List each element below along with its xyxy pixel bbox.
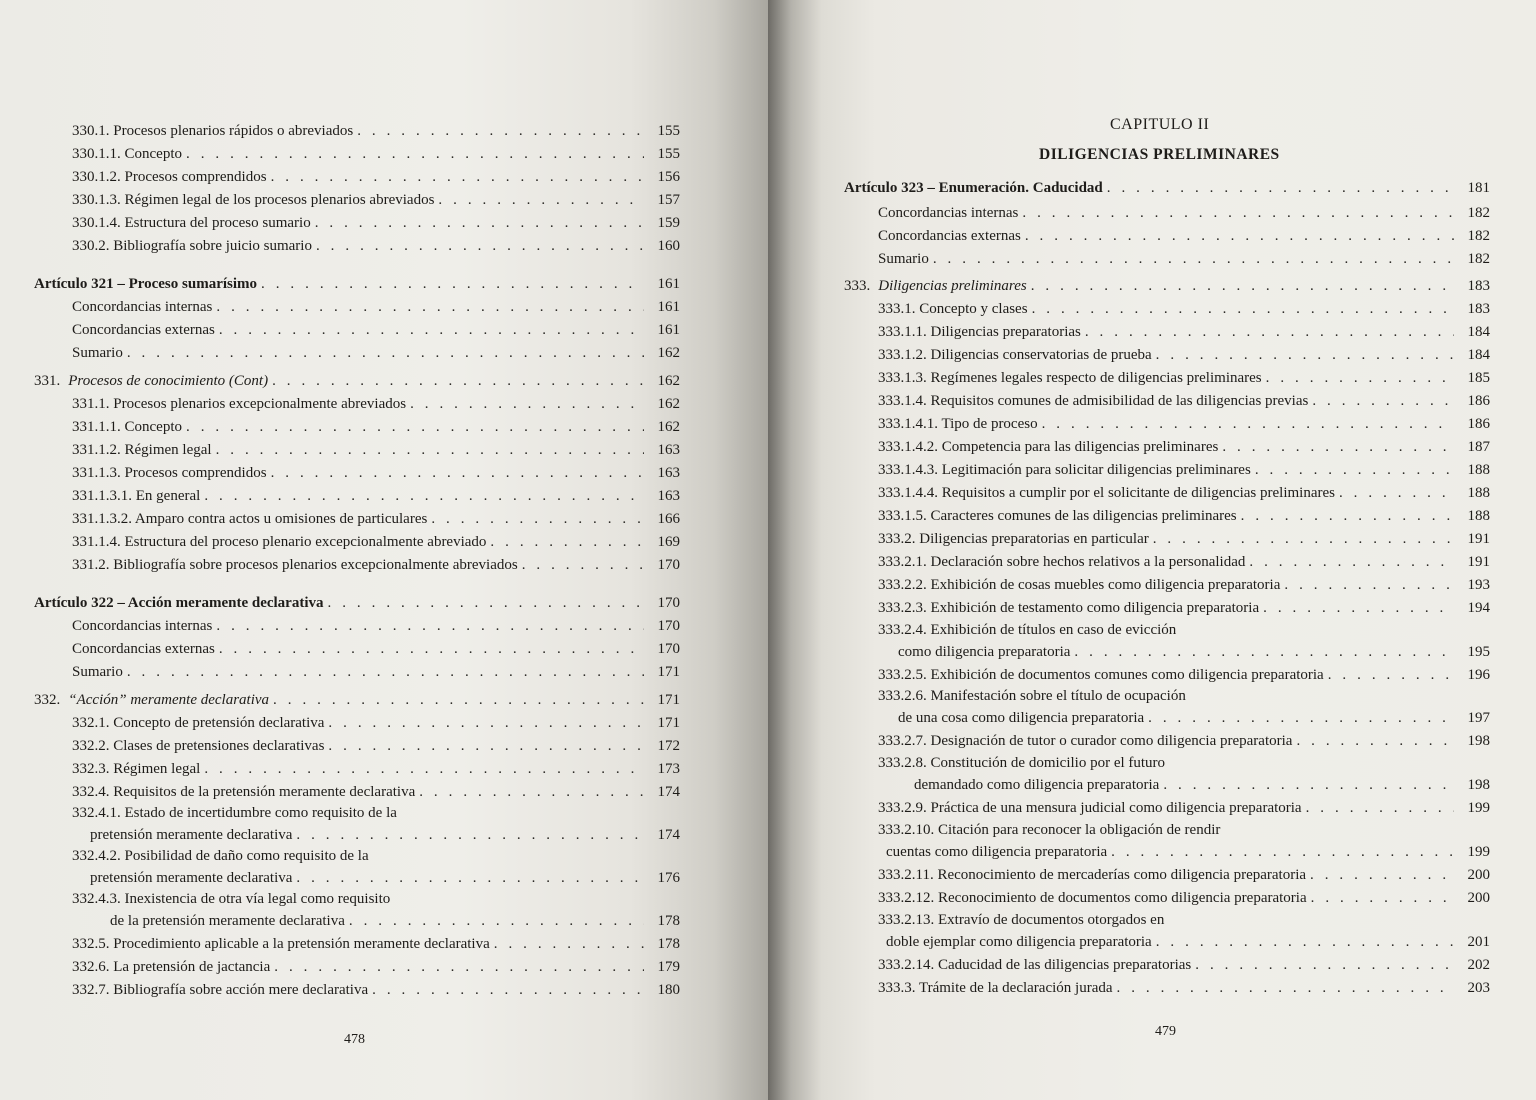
toc-page-number: 197 bbox=[1467, 710, 1490, 726]
toc-page-number: 155 bbox=[657, 123, 680, 139]
toc-entry-line1: 332.4.1. Estado de incertidumbre como requisito de la bbox=[72, 805, 397, 821]
toc-page-number: 198 bbox=[1467, 777, 1490, 793]
toc-entry-title: Sumario bbox=[878, 251, 929, 267]
toc-entry bbox=[72, 121, 680, 141]
toc-entry bbox=[72, 297, 680, 317]
toc-page-number: 184 bbox=[1467, 324, 1490, 340]
dot-leader bbox=[273, 690, 644, 710]
toc-entry bbox=[878, 322, 1490, 342]
toc-page-number: 199 bbox=[1467, 844, 1490, 860]
toc-entry bbox=[878, 731, 1490, 751]
dot-leader bbox=[204, 486, 644, 506]
toc-entry-title: 330.1.4. Estructura del proceso sumario bbox=[72, 215, 311, 231]
toc-entry bbox=[878, 226, 1490, 246]
toc-section-entry bbox=[34, 274, 680, 294]
dot-leader bbox=[1296, 731, 1454, 751]
toc-entry bbox=[72, 957, 680, 977]
toc-entry bbox=[72, 343, 680, 363]
toc-entry bbox=[34, 371, 680, 391]
toc-entry bbox=[72, 555, 680, 575]
toc-entry-title: Concordancias internas bbox=[72, 618, 213, 634]
toc-page-number: 183 bbox=[1467, 278, 1490, 294]
toc-entry-title: 332.4. Requisitos de la pretensión meramente declarativa bbox=[72, 784, 416, 800]
toc-page-number: 156 bbox=[657, 169, 680, 185]
toc-page-number: 162 bbox=[657, 373, 680, 389]
toc-entry-title: 331.1.3. Procesos comprendidos bbox=[72, 465, 267, 481]
dot-leader bbox=[1107, 178, 1454, 198]
dot-leader bbox=[410, 394, 644, 414]
dot-leader bbox=[315, 213, 644, 233]
toc-page-number: 188 bbox=[1467, 485, 1490, 501]
toc-entry-title: 333.1.3. Regímenes legales respecto de diligencias preliminares bbox=[878, 370, 1262, 386]
toc-page-number: 184 bbox=[1467, 347, 1490, 363]
toc-page-number: 174 bbox=[657, 784, 680, 800]
toc-page-number: 159 bbox=[657, 215, 680, 231]
toc-entry bbox=[72, 394, 680, 414]
toc-page-number: 155 bbox=[657, 146, 680, 162]
dot-leader bbox=[1025, 226, 1454, 246]
toc-entry-title: 333.1.4. Requisitos comunes de admisibilidad de las diligencias previas bbox=[878, 393, 1309, 409]
right-page bbox=[768, 0, 1536, 1100]
toc-entry bbox=[90, 868, 680, 888]
dot-leader bbox=[1328, 665, 1454, 685]
dot-leader bbox=[219, 320, 644, 340]
dot-leader bbox=[127, 343, 644, 363]
toc-entry bbox=[878, 575, 1490, 595]
dot-leader bbox=[494, 934, 644, 954]
page-number: 478 bbox=[344, 1032, 365, 1047]
toc-entry-title: Concordancias externas bbox=[72, 322, 215, 338]
toc-page-number: 181 bbox=[1467, 180, 1490, 196]
toc-entry bbox=[878, 552, 1490, 572]
toc-entry bbox=[898, 642, 1490, 662]
toc-page-number: 194 bbox=[1467, 600, 1490, 616]
toc-entry bbox=[914, 775, 1490, 795]
toc-entry-title: Concordancias externas bbox=[878, 228, 1021, 244]
toc-page-number: 162 bbox=[657, 345, 680, 361]
toc-entry-number: 332. bbox=[34, 692, 61, 708]
toc-entry bbox=[72, 320, 680, 340]
toc-page-number: 188 bbox=[1467, 508, 1490, 524]
toc-page-number: 199 bbox=[1467, 800, 1490, 816]
toc-entry-title: Concordancias internas bbox=[878, 205, 1019, 221]
toc-page-number: 198 bbox=[1467, 733, 1490, 749]
toc-entry-title: 333.2.14. Caducidad de las diligencias preparatorias bbox=[878, 957, 1192, 973]
dot-leader bbox=[204, 759, 644, 779]
toc-entry-title: demandado como diligencia preparatoria bbox=[914, 777, 1160, 793]
toc-entry-line1: 332.4.2. Posibilidad de daño como requisito de la bbox=[72, 848, 369, 864]
toc-entry-title: 332.3. Régimen legal bbox=[72, 761, 201, 777]
toc-entry-title: 331.1.4. Estructura del proceso plenario excepcionalmente abreviado bbox=[72, 534, 487, 550]
toc-entry-title: 330.1.2. Procesos comprendidos bbox=[72, 169, 267, 185]
toc-entry-title: 333.2.1. Declaración sobre hechos relativos a la personalidad bbox=[878, 554, 1246, 570]
dot-leader bbox=[219, 639, 644, 659]
toc-page-number: 178 bbox=[657, 913, 680, 929]
dot-leader bbox=[328, 593, 644, 613]
toc-entry bbox=[72, 167, 680, 187]
dot-leader bbox=[1312, 391, 1454, 411]
toc-entry bbox=[878, 460, 1490, 480]
toc-page-number: 182 bbox=[1467, 251, 1490, 267]
toc-entry-title: 333.1.1. Diligencias preparatorias bbox=[878, 324, 1081, 340]
toc-page-number: 196 bbox=[1467, 667, 1490, 683]
toc-entry bbox=[34, 690, 680, 710]
toc-entry-number: 331. bbox=[34, 373, 61, 389]
dot-leader bbox=[419, 782, 644, 802]
dot-leader bbox=[1222, 437, 1454, 457]
dot-leader bbox=[933, 249, 1454, 269]
toc-entry-line1: 333.2.13. Extravío de documentos otorgados en bbox=[878, 912, 1165, 928]
toc-entry-line1: 333.2.8. Constitución de domicilio por el futuro bbox=[878, 755, 1166, 771]
toc-entry-title: 333.1.4.1. Tipo de proceso bbox=[878, 416, 1038, 432]
toc-entry bbox=[72, 144, 680, 164]
toc-entry bbox=[72, 639, 680, 659]
toc-entry-title: Artículo 321 – Proceso sumarísimo bbox=[34, 276, 258, 292]
toc-entry bbox=[878, 203, 1490, 223]
dot-leader bbox=[296, 825, 644, 845]
dot-leader bbox=[1310, 865, 1454, 885]
toc-page-number: 170 bbox=[657, 595, 680, 611]
toc-entry-line1: 333.2.4. Exhibición de títulos en caso de evicción bbox=[878, 622, 1177, 638]
toc-page-number: 201 bbox=[1467, 934, 1490, 950]
toc-page-number: 160 bbox=[657, 238, 680, 254]
toc-page-number: 186 bbox=[1467, 393, 1490, 409]
toc-page-number: 166 bbox=[657, 511, 680, 527]
toc-page-number: 195 bbox=[1467, 644, 1490, 660]
toc-entry bbox=[878, 345, 1490, 365]
dot-leader bbox=[438, 190, 644, 210]
toc-entry bbox=[72, 486, 680, 506]
toc-page-number: 161 bbox=[657, 322, 680, 338]
toc-entry-title: doble ejemplar como diligencia preparatoria bbox=[886, 934, 1152, 950]
dot-leader bbox=[1022, 203, 1454, 223]
toc-page-number: 161 bbox=[657, 299, 680, 315]
toc-entry bbox=[886, 842, 1490, 862]
dot-leader bbox=[127, 662, 644, 682]
toc-entry bbox=[844, 276, 1490, 296]
toc-entry bbox=[110, 911, 680, 931]
toc-entry bbox=[878, 391, 1490, 411]
toc-entry-title: 332.2. Clases de pretensiones declarativas bbox=[72, 738, 325, 754]
toc-page-number: 178 bbox=[657, 936, 680, 952]
dot-leader bbox=[274, 957, 644, 977]
toc-page-number: 188 bbox=[1467, 462, 1490, 478]
dot-leader bbox=[1241, 506, 1454, 526]
toc-entry bbox=[72, 213, 680, 233]
dot-leader bbox=[372, 980, 644, 1000]
toc-page-number: 186 bbox=[1467, 416, 1490, 432]
toc-entry-title: 333.2.3. Exhibición de testamento como diligencia preparatoria bbox=[878, 600, 1260, 616]
dot-leader bbox=[1249, 552, 1454, 572]
toc-section-entry bbox=[844, 178, 1490, 198]
toc-entry bbox=[72, 236, 680, 256]
toc-page-number: 191 bbox=[1467, 554, 1490, 570]
dot-leader bbox=[272, 371, 644, 391]
toc-page-number: 171 bbox=[657, 692, 680, 708]
toc-entry-title: 331.1. Procesos plenarios excepcionalmente abreviados bbox=[72, 396, 407, 412]
chapter-heading: CAPITULO II bbox=[1110, 116, 1210, 133]
toc-entry bbox=[878, 665, 1490, 685]
toc-entry-title: 333.1.4.3. Legitimación para solicitar diligencias preliminares bbox=[878, 462, 1251, 478]
toc-entry-title: 333.1.5. Caracteres comunes de las diligencias preliminares bbox=[878, 508, 1237, 524]
toc-entry-title: pretensión meramente declarativa bbox=[90, 827, 293, 843]
toc-entry-title: 333.2. Diligencias preparatorias en particular bbox=[878, 531, 1149, 547]
dot-leader bbox=[1156, 345, 1454, 365]
toc-entry-title: 330.1.3. Régimen legal de los procesos plenarios abreviados bbox=[72, 192, 435, 208]
toc-entry bbox=[878, 529, 1490, 549]
dot-leader bbox=[431, 509, 644, 529]
toc-page-number: 183 bbox=[1467, 301, 1490, 317]
toc-page-number: 202 bbox=[1467, 957, 1490, 973]
toc-entry bbox=[72, 417, 680, 437]
dot-leader bbox=[186, 144, 644, 164]
toc-entry bbox=[878, 299, 1490, 319]
toc-entry bbox=[878, 978, 1490, 998]
toc-entry bbox=[878, 798, 1490, 818]
toc-page-number: 185 bbox=[1467, 370, 1490, 386]
toc-page-number: 162 bbox=[657, 396, 680, 412]
toc-page-number: 191 bbox=[1467, 531, 1490, 547]
toc-page-number: 193 bbox=[1467, 577, 1490, 593]
dot-leader bbox=[328, 736, 644, 756]
dot-leader bbox=[216, 297, 644, 317]
dot-leader bbox=[1148, 708, 1454, 728]
toc-entry-title: 333.2.9. Práctica de una mensura judicial como diligencia preparatoria bbox=[878, 800, 1302, 816]
toc-page-number: 203 bbox=[1467, 980, 1490, 996]
dot-leader bbox=[1339, 483, 1454, 503]
dot-leader bbox=[1311, 888, 1454, 908]
toc-entry bbox=[878, 249, 1490, 269]
chapter-title: DILIGENCIAS PRELIMINARES bbox=[1039, 146, 1280, 163]
toc-entry-title: “Acción” meramente declarativa bbox=[68, 692, 270, 708]
toc-page-number: 200 bbox=[1467, 890, 1490, 906]
toc-entry-title: Concordancias internas bbox=[72, 299, 213, 315]
toc-entry-title: de la pretensión meramente declarativa bbox=[110, 913, 345, 929]
toc-page-number: 173 bbox=[657, 761, 680, 777]
toc-page-number: 171 bbox=[657, 664, 680, 680]
dot-leader bbox=[261, 274, 644, 294]
dot-leader bbox=[1284, 575, 1454, 595]
toc-entry bbox=[878, 368, 1490, 388]
dot-leader bbox=[490, 532, 644, 552]
toc-entry-title: 332.1. Concepto de pretensión declarativa bbox=[72, 715, 325, 731]
toc-entry-title: 331.1.3.2. Amparo contra actos u omisiones de particulares bbox=[72, 511, 428, 527]
toc-entry-title: 333.2.2. Exhibición de cosas muebles como diligencia preparatoria bbox=[878, 577, 1281, 593]
dot-leader bbox=[1255, 460, 1454, 480]
dot-leader bbox=[1042, 414, 1454, 434]
toc-page-number: 163 bbox=[657, 488, 680, 504]
dot-leader bbox=[296, 868, 644, 888]
toc-entry-title: Artículo 323 – Enumeración. Caducidad bbox=[844, 180, 1103, 196]
toc-entry bbox=[72, 509, 680, 529]
toc-entry-title: de una cosa como diligencia preparatoria bbox=[898, 710, 1145, 726]
toc-entry bbox=[878, 437, 1490, 457]
toc-entry-title: pretensión meramente declarativa bbox=[90, 870, 293, 886]
toc-entry-title: Sumario bbox=[72, 345, 123, 361]
dot-leader bbox=[271, 167, 644, 187]
page-number: 479 bbox=[1155, 1024, 1176, 1039]
toc-page-number: 162 bbox=[657, 419, 680, 435]
toc-page-number: 180 bbox=[657, 982, 680, 998]
toc-page-number: 174 bbox=[657, 827, 680, 843]
toc-entry-line1: 332.4.3. Inexistencia de otra vía legal como requisito bbox=[72, 891, 391, 907]
toc-entry-title: 333.1. Concepto y clases bbox=[878, 301, 1028, 317]
toc-page-number: 163 bbox=[657, 442, 680, 458]
dot-leader bbox=[1117, 978, 1454, 998]
toc-entry bbox=[72, 736, 680, 756]
dot-leader bbox=[1074, 642, 1454, 662]
dot-leader bbox=[1163, 775, 1454, 795]
toc-page-number: 200 bbox=[1467, 867, 1490, 883]
toc-page-number: 163 bbox=[657, 465, 680, 481]
toc-entry bbox=[72, 934, 680, 954]
toc-entry bbox=[898, 708, 1490, 728]
toc-entry bbox=[72, 662, 680, 682]
toc-entry bbox=[72, 782, 680, 802]
toc-entry bbox=[72, 759, 680, 779]
dot-leader bbox=[216, 616, 644, 636]
toc-entry bbox=[878, 888, 1490, 908]
toc-entry bbox=[878, 955, 1490, 975]
toc-entry bbox=[878, 506, 1490, 526]
dot-leader bbox=[186, 417, 644, 437]
dot-leader bbox=[349, 911, 644, 931]
toc-page-number: 176 bbox=[657, 870, 680, 886]
dot-leader bbox=[271, 463, 644, 483]
toc-section-entry bbox=[34, 593, 680, 613]
toc-entry-title: 331.2. Bibliografía sobre procesos plenarios excepcionalmente abreviados bbox=[72, 557, 518, 573]
toc-entry-title: 333.2.12. Reconocimiento de documentos como diligencia preparatoria bbox=[878, 890, 1307, 906]
dot-leader bbox=[1085, 322, 1454, 342]
dot-leader bbox=[328, 713, 644, 733]
toc-entry bbox=[886, 932, 1490, 952]
toc-page-number: 187 bbox=[1467, 439, 1490, 455]
toc-entry-title: como diligencia preparatoria bbox=[898, 644, 1071, 660]
toc-entry-title: 330.1.1. Concepto bbox=[72, 146, 182, 162]
toc-entry-title: 333.1.4.4. Requisitos a cumplir por el solicitante de diligencias preliminares bbox=[878, 485, 1335, 501]
toc-page-number: 182 bbox=[1467, 205, 1490, 221]
dot-leader bbox=[357, 121, 644, 141]
toc-entry bbox=[72, 980, 680, 1000]
dot-leader bbox=[1306, 798, 1454, 818]
toc-entry-title: cuentas como diligencia preparatoria bbox=[886, 844, 1108, 860]
toc-entry-number: 333. bbox=[844, 278, 871, 294]
toc-entry-title: 333.2.5. Exhibición de documentos comunes como diligencia preparatoria bbox=[878, 667, 1324, 683]
dot-leader bbox=[1156, 932, 1454, 952]
toc-page-number: 182 bbox=[1467, 228, 1490, 244]
toc-page-number: 171 bbox=[657, 715, 680, 731]
dot-leader bbox=[1266, 368, 1454, 388]
toc-entry bbox=[90, 825, 680, 845]
dot-leader bbox=[1195, 955, 1454, 975]
dot-leader bbox=[1032, 299, 1454, 319]
toc-entry-title: 333.1.4.2. Competencia para las diligencias preliminares bbox=[878, 439, 1219, 455]
toc-entry bbox=[878, 414, 1490, 434]
toc-entry-line1: 333.2.6. Manifestación sobre el título de ocupación bbox=[878, 688, 1186, 704]
toc-entry-title: 333.3. Trámite de la declaración jurada bbox=[878, 980, 1113, 996]
toc-entry-title: 330.1. Procesos plenarios rápidos o abreviados bbox=[72, 123, 354, 139]
toc-entry bbox=[72, 463, 680, 483]
toc-entry-title: 331.1.1. Concepto bbox=[72, 419, 182, 435]
toc-page-number: 170 bbox=[657, 641, 680, 657]
toc-page-number: 172 bbox=[657, 738, 680, 754]
right-toc bbox=[768, 0, 1536, 1100]
dot-leader bbox=[316, 236, 644, 256]
toc-entry-title: 333.1.2. Diligencias conservatorias de prueba bbox=[878, 347, 1152, 363]
toc-entry-title: 333.2.7. Designación de tutor o curador como diligencia preparatoria bbox=[878, 733, 1293, 749]
dot-leader bbox=[1153, 529, 1454, 549]
dot-leader bbox=[1111, 842, 1454, 862]
toc-entry-title: 331.1.2. Régimen legal bbox=[72, 442, 212, 458]
toc-entry bbox=[878, 865, 1490, 885]
toc-entry-title: Diligencias preliminares bbox=[878, 278, 1027, 294]
toc-entry-line1: 333.2.10. Citación para reconocer la obligación de rendir bbox=[878, 822, 1221, 838]
toc-entry-title: 332.6. La pretensión de jactancia bbox=[72, 959, 271, 975]
dot-leader bbox=[1263, 598, 1454, 618]
toc-entry bbox=[72, 440, 680, 460]
toc-page-number: 179 bbox=[657, 959, 680, 975]
toc-entry-title: 332.7. Bibliografía sobre acción mere declarativa bbox=[72, 982, 369, 998]
toc-entry bbox=[72, 190, 680, 210]
toc-entry-title: Sumario bbox=[72, 664, 123, 680]
toc-entry bbox=[72, 616, 680, 636]
toc-entry bbox=[878, 598, 1490, 618]
toc-entry-title: 333.2.11. Reconocimiento de mercaderías como diligencia preparatoria bbox=[878, 867, 1307, 883]
toc-page-number: 161 bbox=[657, 276, 680, 292]
toc-page-number: 157 bbox=[657, 192, 680, 208]
toc-entry-title: Concordancias externas bbox=[72, 641, 215, 657]
toc-entry-title: Artículo 322 – Acción meramente declarativa bbox=[34, 595, 324, 611]
toc-entry bbox=[72, 713, 680, 733]
toc-entry bbox=[72, 532, 680, 552]
toc-page-number: 170 bbox=[657, 557, 680, 573]
toc-page-number: 169 bbox=[657, 534, 680, 550]
toc-entry bbox=[878, 483, 1490, 503]
toc-entry-title: Procesos de conocimiento (Cont) bbox=[68, 373, 269, 389]
dot-leader bbox=[216, 440, 644, 460]
dot-leader bbox=[1031, 276, 1454, 296]
toc-entry-title: 331.1.3.1. En general bbox=[72, 488, 201, 504]
toc-page-number: 170 bbox=[657, 618, 680, 634]
dot-leader bbox=[522, 555, 644, 575]
toc-entry-title: 332.5. Procedimiento aplicable a la pretensión meramente declarativa bbox=[72, 936, 490, 952]
toc-entry-title: 330.2. Bibliografía sobre juicio sumario bbox=[72, 238, 312, 254]
